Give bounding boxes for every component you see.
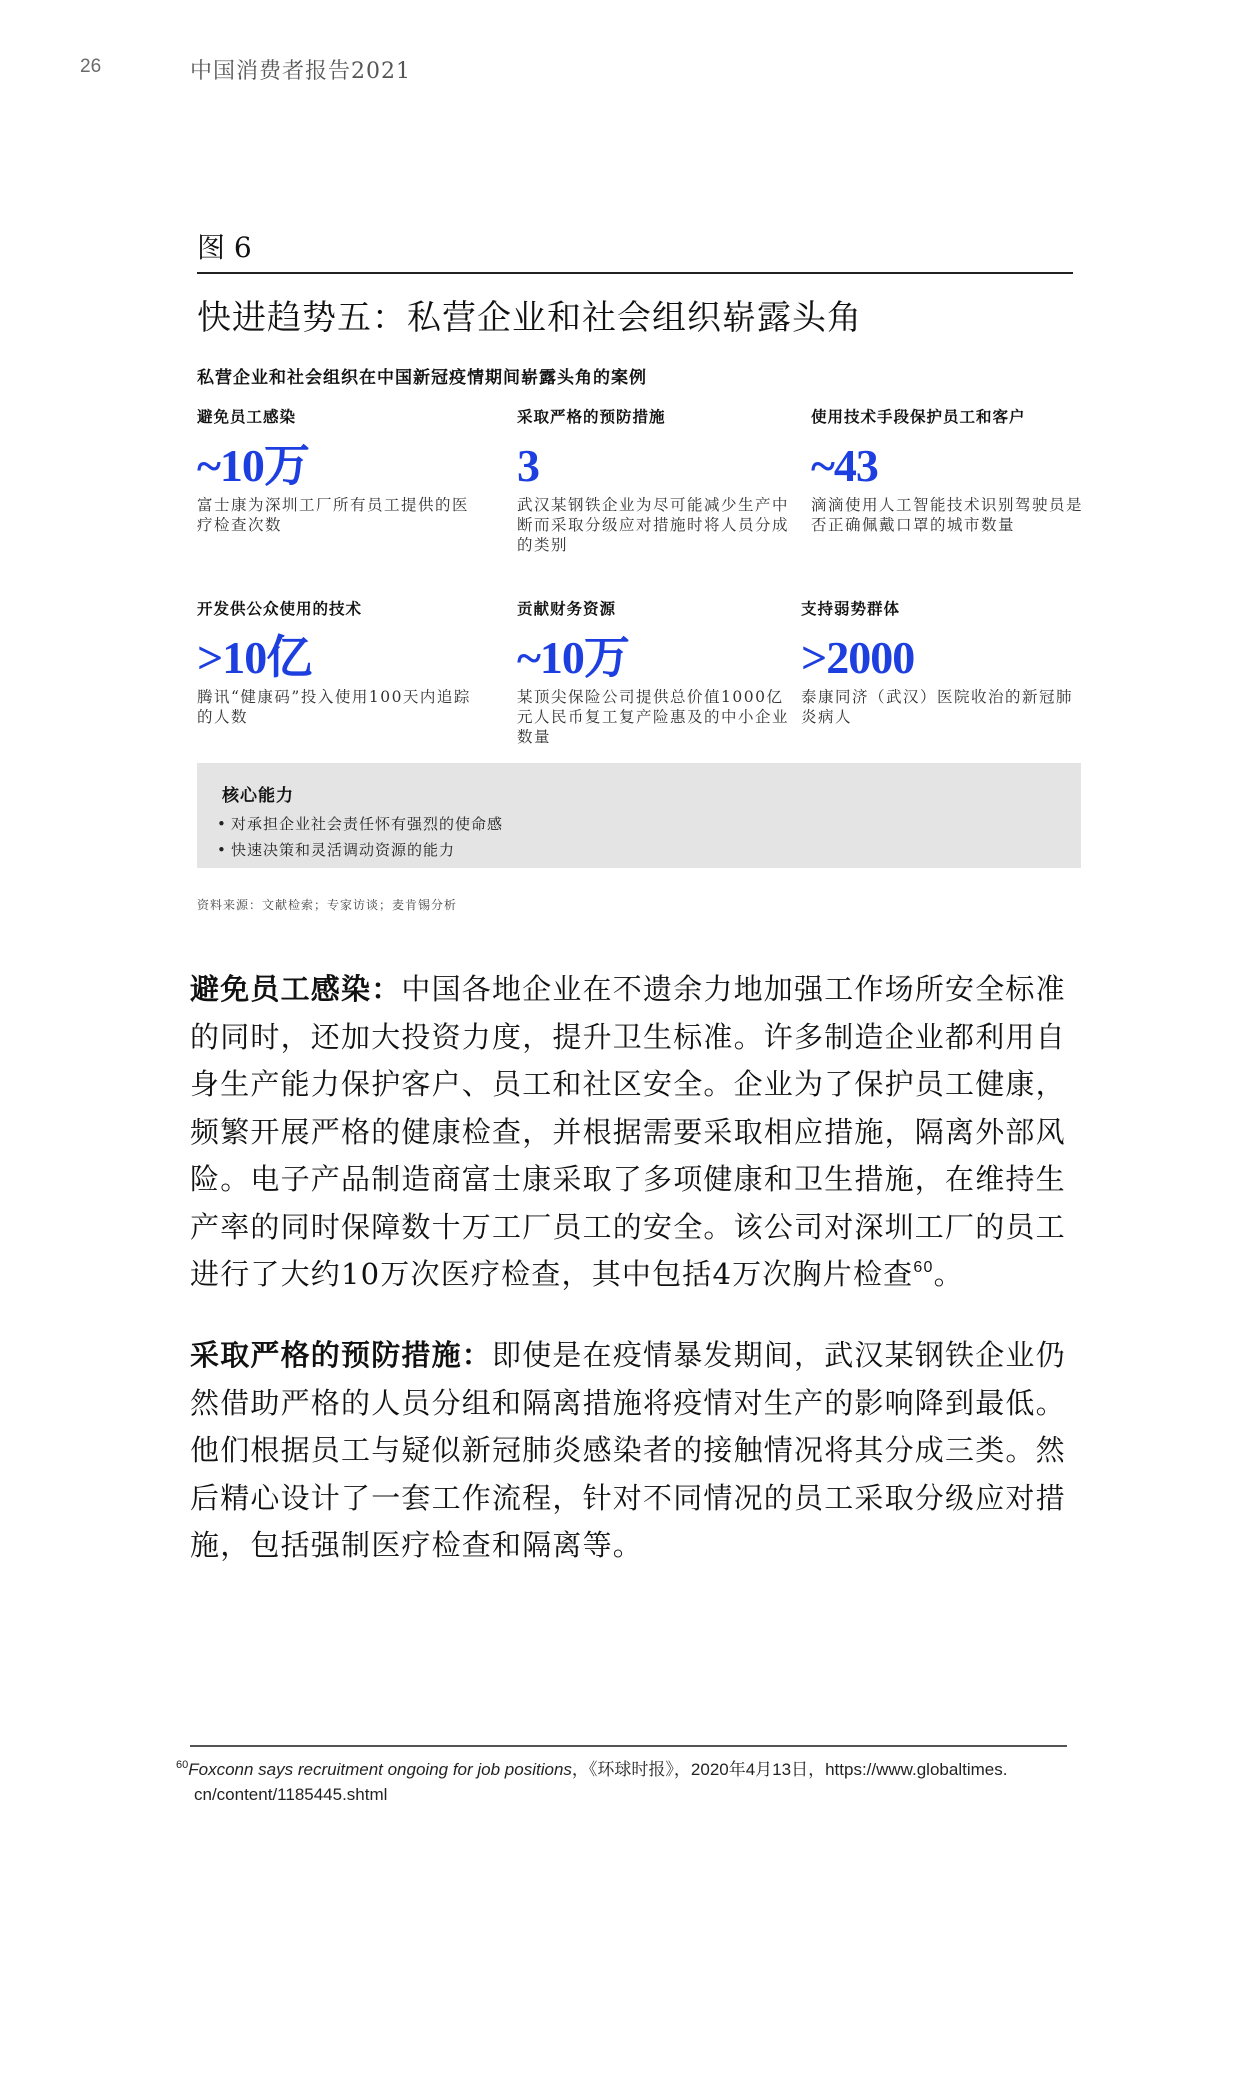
figure-subtitle: 私营企业和社会组织在中国新冠疫情期间崭露头角的案例: [197, 368, 647, 388]
stat-description: 滴滴使用人工智能技术识别驾驶员是否正确佩戴口罩的城市数量: [811, 496, 1084, 534]
body-paragraph-prevention-measures: [190, 1332, 1070, 1570]
paragraph-lead: 避免员工感染：: [190, 972, 402, 1006]
stat-card: [801, 597, 1081, 727]
stat-label: 使用技术手段保护员工和客户: [811, 407, 1026, 426]
stat-card: [197, 597, 477, 727]
paragraph-text: 即使是在疫情暴发期间，武汉某钢铁企业仍然借助严格的人员分组和隔离措施将疫情对生产的影响降到最低。他们根据员工与疑似新冠肺炎感染者的接触情况将其分成三类。然后精心设计了一套工作流程，针对不同情况的员工采取分级应对措施，包括强制医疗检查和隔离等。: [190, 1338, 1066, 1562]
figure-source: 资料来源：文献检索；专家访谈；麦肯锡分析: [197, 898, 458, 912]
stat-description: 泰康同济（武汉）医院收治的新冠肺炎病人: [801, 688, 1074, 726]
list-item: [217, 811, 503, 837]
stat-description: 武汉某钢铁企业为尽可能减少生产中断而采取分级应对措施时将人员分成的类别: [517, 496, 790, 554]
body-paragraph-employee-infection: [190, 966, 1070, 1299]
stat-value: ~43: [811, 440, 878, 491]
page-number: 26: [80, 56, 102, 77]
stat-label: 支持弱势群体: [801, 599, 901, 618]
core-capabilities-box: [197, 763, 1081, 868]
core-capabilities-list: [217, 811, 503, 863]
list-item-text: 对承担企业社会责任怀有强烈的使命感: [231, 815, 504, 833]
stat-card: [517, 597, 797, 747]
core-capabilities-title: 核心能力: [222, 786, 294, 806]
stat-card: [517, 405, 797, 555]
footnote-divider: [190, 1745, 1067, 1747]
report-title: 中国消费者报告2021: [190, 59, 411, 84]
figure-title: 快进趋势五：私营企业和社会组织崭露头角: [197, 298, 862, 338]
stat-card: [197, 405, 477, 535]
stat-card: [811, 405, 1091, 535]
stat-label: 采取严格的预防措施: [517, 407, 666, 426]
footnote-title: Foxconn says recruitment ongoing for job positions: [188, 1760, 572, 1779]
stat-label: 开发供公众使用的技术: [197, 599, 363, 618]
bullet-icon: •: [217, 815, 227, 833]
footnote: [176, 1757, 1076, 1807]
figure-label: 图 6: [197, 231, 252, 264]
bullet-icon: •: [217, 841, 227, 859]
stat-value: ~10万: [517, 632, 629, 683]
list-item-text: 快速决策和灵活调动资源的能力: [231, 841, 456, 859]
stat-value: >2000: [801, 632, 915, 683]
figure-divider: [197, 272, 1073, 274]
stat-description: 富士康为深圳工厂所有员工提供的医疗检查次数: [197, 496, 470, 534]
footnote-number: 60: [176, 1759, 189, 1771]
stat-label: 避免员工感染: [197, 407, 297, 426]
footnote-citation: ，《环球时报》，2020年4月13日，https://www.globaltimes.: [571, 1760, 1008, 1779]
footnote-url[interactable]: cn/content/1185445.shtml: [194, 1785, 388, 1804]
paragraph-lead: 采取严格的预防措施：: [190, 1338, 493, 1372]
stat-description: 腾讯“健康码”投入使用100天内追踪的人数: [197, 688, 471, 726]
paragraph-end: 。: [933, 1257, 964, 1291]
stat-label: 贡献财务资源: [517, 599, 617, 618]
stat-description: 某顶尖保险公司提供总价值1000亿元人民币复工复产险惠及的中小企业数量: [517, 688, 790, 746]
list-item: [217, 837, 503, 863]
stat-value: >10亿: [197, 632, 312, 683]
stat-value: ~10万: [197, 440, 309, 491]
paragraph-text: 中国各地企业在不遗余力地加强工作场所安全标准的同时，还加大投资力度，提升卫生标准。许多制造企业都利用自身生产能力保护客户、员工和社区安全。企业为了保护员工健康，频繁开展严格的健康检查，并根据需要采取相应措施，隔离外部风险。电子产品制造商富士康采取了多项健康和卫生措施，在维持生产率的同时保障数十万工厂员工的安全。该公司对深圳工厂的员工进行了大约10万次医疗检查，其中包括4万次胸片检查: [190, 972, 1066, 1291]
footnote-ref[interactable]: 60: [913, 1259, 934, 1276]
stat-value: 3: [517, 440, 539, 491]
